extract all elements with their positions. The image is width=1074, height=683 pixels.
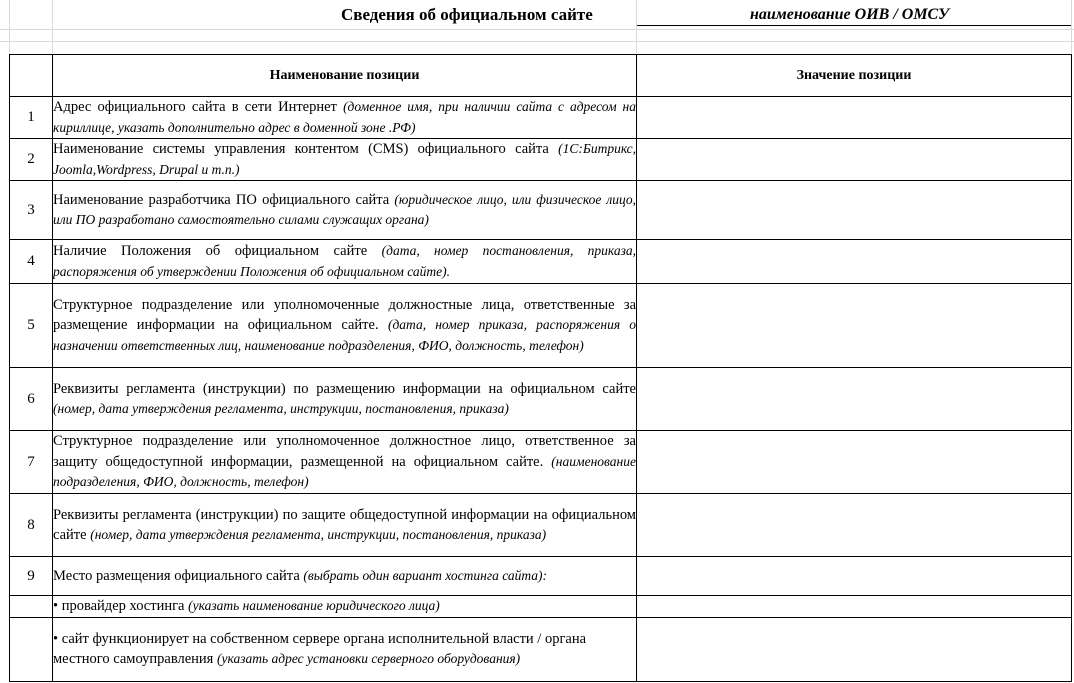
row-description (53, 139, 637, 181)
row-description (53, 240, 637, 284)
row-note: (выбрать один вариант хостинга сайта): (303, 567, 548, 583)
row-description (53, 284, 637, 368)
sheet-gridline (52, 0, 53, 54)
row-text: Реквизиты регламента (инструкции) по защите общедоступной информации на официальном сайте (53, 506, 636, 543)
row-number: 2 (10, 139, 53, 181)
table-row (10, 240, 1072, 284)
sheet-gridline (1071, 0, 1072, 54)
table-row (10, 97, 1072, 139)
row-value-cell[interactable] (637, 494, 1072, 557)
row-description (53, 557, 637, 596)
header-num-cell (10, 55, 53, 97)
sub-row-description (53, 617, 637, 681)
sub-row-note: (указать адрес установки серверного оборудования) (216, 651, 521, 666)
sub-row-value-cell[interactable] (637, 596, 1072, 618)
row-value-cell[interactable] (637, 139, 1072, 181)
header-name-cell: Наименование позиции (53, 55, 637, 97)
row-text: Адрес официального сайта в сети Интернет (53, 99, 344, 115)
row-text: Реквизиты регламента (инструкции) по размещению информации на официальном сайте (53, 380, 636, 397)
row-note: (доменное имя, при наличии сайта с адресом на кириллице, указать дополнительно адрес в доменной зоне .РФ) (53, 99, 636, 135)
row-number (10, 596, 53, 618)
row-value-cell[interactable] (637, 240, 1072, 284)
row-value-cell[interactable] (637, 97, 1072, 139)
row-text: Наличие Положения об официальном сайте (53, 243, 382, 259)
row-description (53, 368, 637, 431)
document-title: Сведения об официальном сайте (341, 5, 593, 24)
row-value-cell[interactable] (637, 181, 1072, 240)
row-note: (дата, номер постановления, приказа, распоряжения об утверждении Положения об официальном сайте). (53, 243, 636, 279)
sheet-gridline (636, 0, 637, 54)
row-description (53, 97, 637, 139)
org-name-placeholder[interactable]: наименование ОИВ / ОМСУ (750, 6, 950, 23)
sheet-gridline (0, 29, 1074, 30)
table-row (10, 284, 1072, 368)
table-sub-row (10, 617, 1072, 681)
row-text: Структурное подразделение или уполномоченные должностные лица, ответственные за размещение информации на официальном сайте. (53, 296, 636, 334)
sub-row-note: (указать наименование юридического лица) (188, 598, 440, 613)
row-note: (дата, номер приказа, распоряжения о назначении ответственных лиц, наименование подразделения, ФИО, должность, телефон) (53, 317, 636, 353)
row-description (53, 431, 637, 494)
row-value-cell[interactable] (637, 368, 1072, 431)
row-value-cell[interactable] (637, 284, 1072, 368)
row-number: 3 (10, 181, 53, 240)
row-number: 7 (10, 431, 53, 494)
row-description (53, 181, 637, 240)
sub-row-text: • сайт функционирует на собственном сервере органа исполнительной власти / органа местного самоуправления (53, 630, 587, 667)
sheet-gridline (9, 0, 10, 54)
table-row (10, 431, 1072, 494)
row-text: Структурное подразделение или уполномоченное должностное лицо, ответственное за защиту общедоступной информации, размещенной на официальном сайте. (53, 433, 636, 470)
row-description (53, 494, 637, 557)
org-name-underline (637, 25, 1071, 26)
table-row (10, 181, 1072, 240)
row-note: (юридическое лицо, или физическое лицо, или ПО разработано самостоятельно силами служащих органа) (53, 191, 636, 227)
sheet-gridline (0, 41, 1074, 42)
row-number: 9 (10, 557, 53, 596)
row-note: (1С:Битрикс, Joomla,Wordpress, Drupal и т.п.) (53, 141, 636, 177)
row-value-cell[interactable] (637, 431, 1072, 494)
row-number: 4 (10, 240, 53, 284)
row-note: (номер, дата утверждения регламента, инструкции, постановления, приказа) (53, 401, 509, 416)
table-row (10, 494, 1072, 557)
row-value-cell[interactable] (637, 557, 1072, 596)
table-sub-row (10, 596, 1072, 618)
row-text: Наименование системы управления контентом (CMS) официального сайта (53, 141, 559, 157)
table-header-row (10, 55, 1072, 97)
row-number: 8 (10, 494, 53, 557)
sub-row-description (53, 596, 637, 618)
row-text: Место размещения официального сайта (53, 567, 304, 584)
table-row (10, 139, 1072, 181)
row-note: (наименование подразделения, ФИО, должность, телефон) (53, 453, 636, 490)
row-note: (номер, дата утверждения регламента, инструкции, постановления, приказа) (90, 527, 547, 542)
table-row (10, 368, 1072, 431)
row-number: 1 (10, 97, 53, 139)
site-info-table (9, 54, 1072, 682)
row-number: 6 (10, 368, 53, 431)
row-text: Наименование разработчика ПО официального сайта (53, 191, 395, 208)
sub-row-text: • провайдер хостинга (53, 598, 189, 614)
row-number (10, 617, 53, 681)
sub-row-value-cell[interactable] (637, 617, 1072, 681)
header-value-cell: Значение позиции (637, 55, 1072, 97)
table-row (10, 557, 1072, 596)
row-number: 5 (10, 284, 53, 368)
